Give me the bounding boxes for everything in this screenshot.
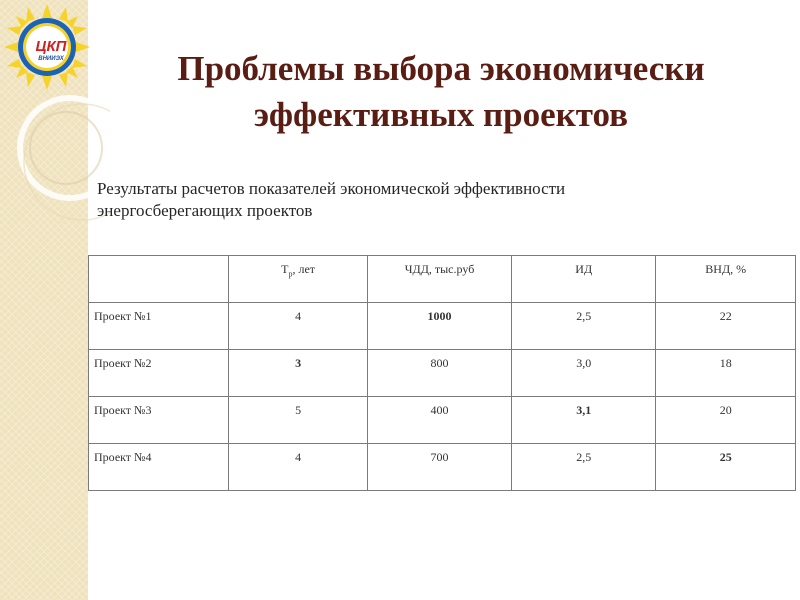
table-header-row [89,256,796,303]
cell-payback: 3 [229,350,368,397]
cell-pi: 3,0 [512,350,656,397]
cell-irr: 18 [656,350,796,397]
page-title: Проблемы выбора экономически эффективных проектов [177,49,705,134]
table-caption: Результаты расчетов показателей экономической эффективности энергосберегающих проектов [97,179,566,220]
table-row [89,397,796,444]
efficiency-table [88,255,796,491]
cell-payback: 5 [229,397,368,444]
logo-subtext: ВНИИЭХ [38,56,64,62]
table-row [89,444,796,491]
cell-pi: 2,5 [512,303,656,350]
cell-pi: 2,5 [512,444,656,491]
cell-npv: 800 [367,350,511,397]
row-name: Проект №2 [89,350,229,397]
cell-irr: 22 [656,303,796,350]
cell-pi: 3,1 [512,397,656,444]
ckp-logo [4,4,90,90]
table-row [89,303,796,350]
header-irr: ВНД, % [656,256,796,303]
header-pi: ИД [512,256,656,303]
cell-npv: 700 [367,444,511,491]
header-payback [229,256,368,303]
cell-payback: 4 [229,444,368,491]
header-payback-unit: , лет [292,262,316,276]
row-name: Проект №1 [89,303,229,350]
cell-npv: 1000 [367,303,511,350]
header-empty [89,256,229,303]
cell-irr: 20 [656,397,796,444]
row-name: Проект №3 [89,397,229,444]
logo-text: ЦКП [35,38,67,55]
header-npv: ЧДД, тыс.руб [367,256,511,303]
header-payback-main: Т [281,262,289,276]
cell-npv: 400 [367,397,511,444]
row-name: Проект №4 [89,444,229,491]
table-row [89,350,796,397]
cell-payback: 4 [229,303,368,350]
cell-irr: 25 [656,444,796,491]
header-payback-sub: р [288,269,293,279]
